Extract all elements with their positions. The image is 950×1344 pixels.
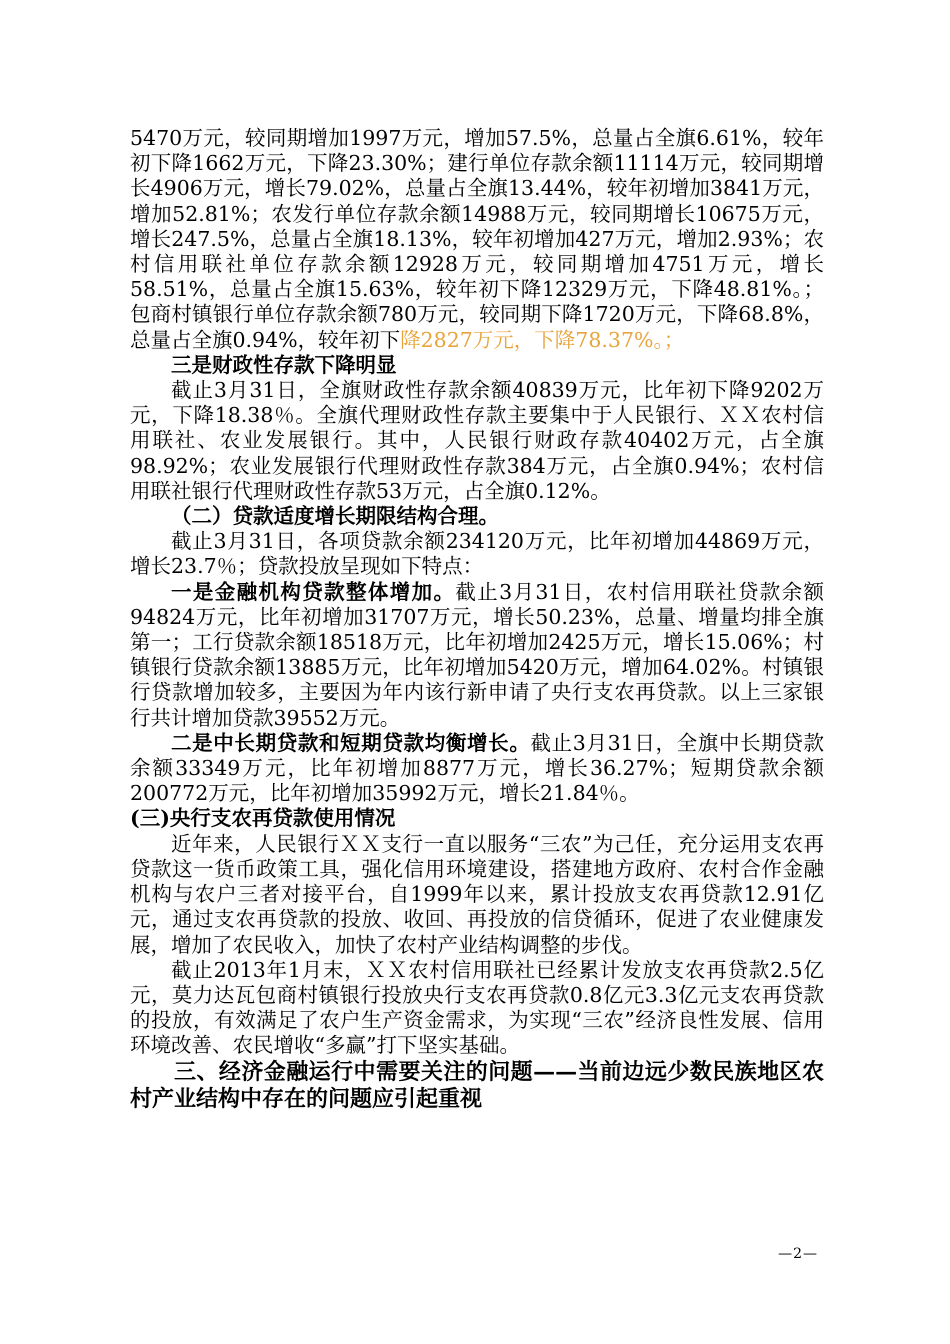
paragraph-relending-status: 截止2013年1月末，ＸＸ农村信用联社已经累计发放支农再贷款2.5亿元，莫力达瓦包商村镇银行投放央行支农再贷款0.8亿元3.3亿元支农再贷款的投放，有效满足了农户生产资金需求，为实现“三农”经济良性发展、信用环境改善、农民增收“多赢”打下坚实基础。: [130, 957, 824, 1058]
subheading-fiscal-deposits: 三是财政性存款下降明显: [171, 352, 397, 377]
section-heading-issues: 三、经济金融运行中需要关注的问题——当前边远少数民族地区农村产业结构中存在的问题应引起重视: [130, 1058, 824, 1112]
paragraph-fiscal-deposits: 截止3月31日，全旗财政性存款余额40839万元，比年初下降9202万元，下降18.38％。全旗代理财政性存款主要集中于人民银行、ＸＸ农村信用联社、农业发展银行。其中，人民银行财政存款40402万元，占全旗98.92%；农业发展银行代理财政性存款384万元，占全旗0.94%；农村信用联社银行代理财政性存款53万元，占全旗0.12%。: [130, 378, 824, 503]
paragraph-loans-overview: 截止3月31日，各项贷款余额234120万元，比年初增加44869万元，增长23.7％；贷款投放呈现如下特点：: [130, 529, 824, 579]
heading-loans: （二）贷款适度增长期限结构合理。: [171, 504, 499, 529]
paragraph-deposits-continued: [130, 126, 824, 353]
paragraph-text: 5470万元，较同期增加1997万元，增加57.5%，总量占全旗6.61%，较年初下降1662万元，下降23.30%；建行单位存款余额11114万元，较同期增长4906万元，增长79.02%，总量占全旗13.44%，较年初增加3841万元，增加52.81%；农发行单位存款余额14988万元，较同期增长10675万元，增长247.5%，总量占全旗18.13%，较年初增加427万元，增加2.93%；农村信用联社单位存款余额12928万元，较同期增加4751万元，增长58.51%，总量占全旗15.63%，较年初下降12329万元，下降48.81%。；包商村镇银行单位存款余额780万元，较同期下降1720万元，下降68.8%，总量占全旗0.94%，较年初下: [130, 126, 824, 352]
inline-bold-lead: 二是中长期贷款和短期贷款均衡增长。: [171, 730, 531, 755]
paragraph-institution-loans: [130, 580, 824, 731]
inline-bold-lead: 一是金融机构贷款整体增加。: [171, 579, 456, 604]
paragraph-loan-terms: [130, 731, 824, 807]
heading-relending: (三)央行支农再贷款使用情况: [130, 806, 396, 831]
paragraph-text: 截止3月31日，全旗中长期贷款余额33349万元，比年初增加8877万元，增长36.27%；短期贷款余额200772万元，比年初增加35992万元，增长21.84％。: [130, 730, 825, 806]
highlighted-text: 降2827万元，下降78.37%。；: [400, 327, 685, 352]
page-number: —2—: [778, 1246, 818, 1262]
paragraph-relending-history: 近年来，人民银行ＸＸ支行一直以服务“三农”为己任，充分运用支农再贷款这一货币政策工具，强化信用环境建设，搭建地方政府、农村合作金融机构与农户三者对接平台，自1999年以来，累计投放支农再贷款12.91亿元，通过支农再贷款的投放、收回、再投放的信贷循环，促进了农业健康发展，增加了农民收入，加快了农村产业结构调整的步伐。: [130, 831, 824, 957]
document-body: [130, 126, 824, 1113]
paragraph-text: 截止3月31日，农村信用联社贷款余额94824万元，比年初增加31707万元，增长50.23%，总量、增量均排全旗第一；工行贷款余额18518万元，比年初增加2425万元，增长15.06%；村镇银行贷款余额13885万元，比年初增加5420万元，增加64.02%。村镇银行贷款增加较多，主要因为年内该行新申请了央行支农再贷款。以上三家银行共计增加贷款39552万元。: [130, 579, 824, 730]
